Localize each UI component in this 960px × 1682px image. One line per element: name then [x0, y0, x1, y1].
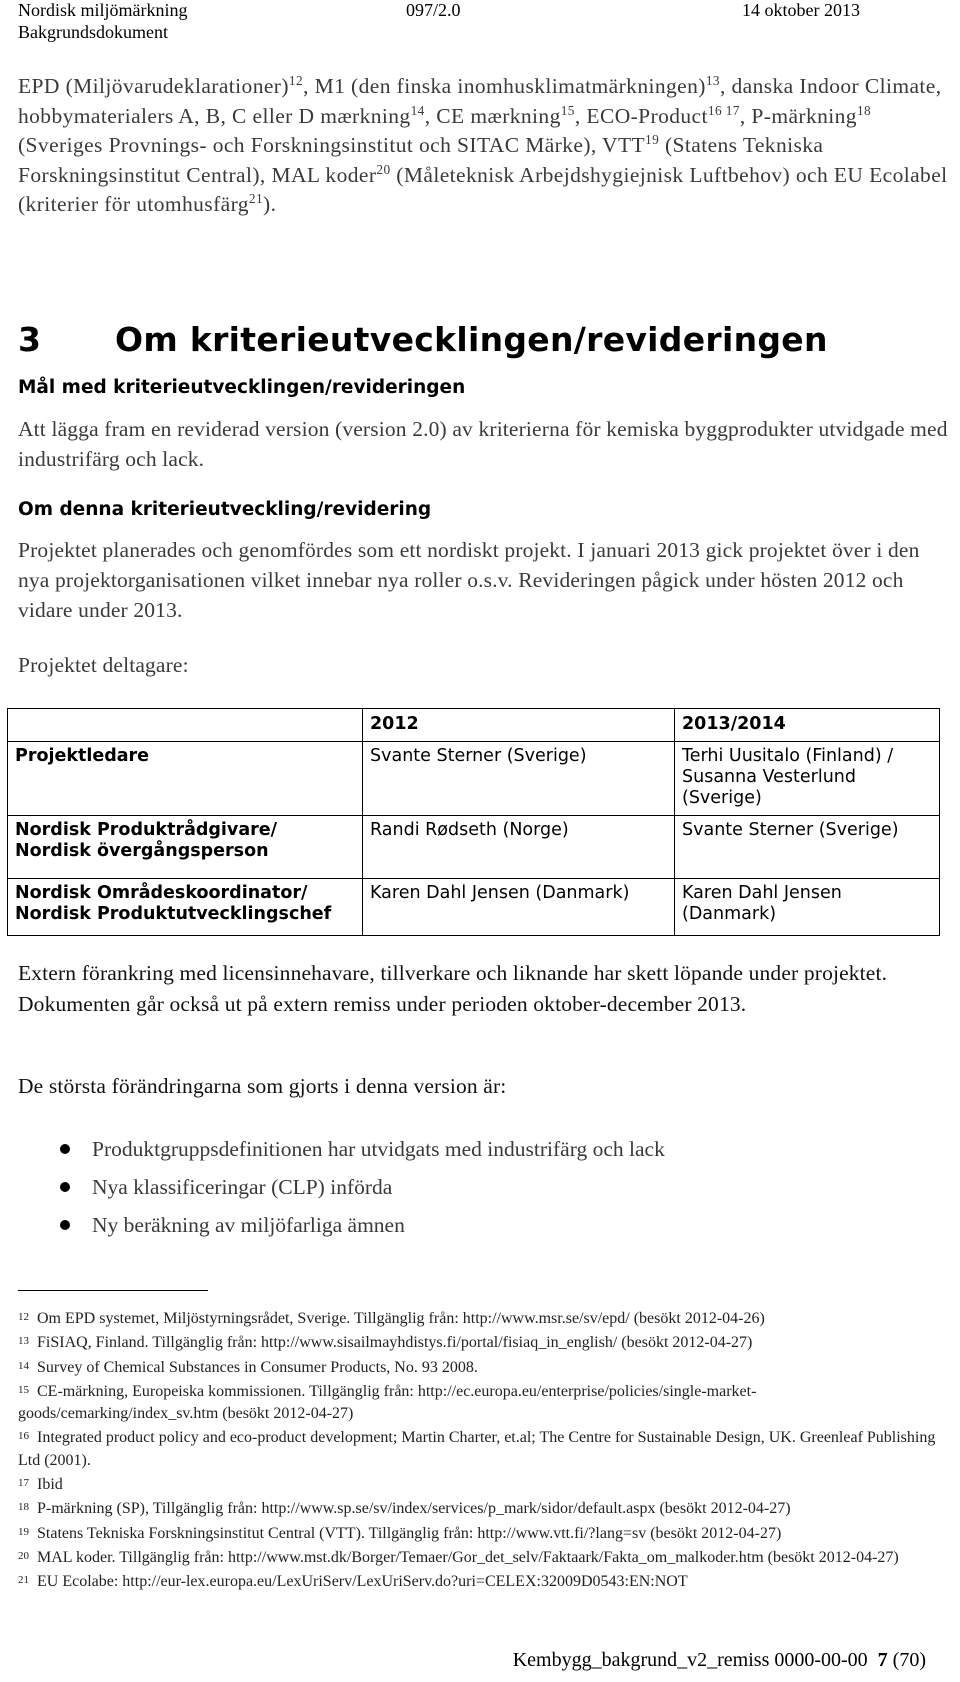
paragraph-external: Extern förankring med licensinnehavare, tillverkare och liknande har skett löpande under projektet. Dokumenten går också ut på extern remiss under perioden oktober-december 2013.	[18, 961, 888, 1016]
table-cell-role: Nordisk Produktrådgivare/ Nordisk övergångsperson	[8, 816, 363, 879]
header-version: 097/2.0	[406, 0, 461, 20]
footnote: 20 MAL koder. Tillgänglig från: http://www.mst.dk/Borger/Temaer/Gor_det_selv/Faktaark/Fakta_om_malkoder.htm (besökt 2012-04-27)	[18, 1548, 899, 1566]
bullet-icon	[60, 1144, 70, 1154]
section-heading	[18, 320, 828, 359]
footnote: 14 Survey of Chemical Substances in Consumer Products, No. 93 2008.	[18, 1358, 478, 1376]
table-cell-2012: Karen Dahl Jensen (Danmark)	[363, 879, 675, 936]
footnote: 17 Ibid	[18, 1476, 63, 1494]
header-doc-type: Bakgrundsdokument	[18, 22, 168, 42]
footnote: 21 EU Ecolabe: http://eur-lex.europa.eu/LexUriServ/LexUriServ.do?uri=CELEX:32009D0543:EN:NOT	[18, 1573, 688, 1591]
paragraph-goal: Att lägga fram en reviderad version (version 2.0) av kriterierna för kemiska byggprodukter utvidgade med industrifärg och lack.	[18, 417, 948, 471]
table-header-cell: 2013/2014	[675, 709, 940, 742]
footnote: 16 Integrated product policy and eco-product development; Martin Charter, et.al; The Centre for Sustainable Design, UK. Greenleaf Publishing Ltd (2001).	[18, 1429, 936, 1469]
table-row	[8, 879, 940, 936]
subheading-about: Om denna kriterieutveckling/revidering	[18, 499, 432, 520]
paragraph-participants: Projektet deltagare:	[18, 653, 189, 677]
bullet-icon	[60, 1220, 70, 1230]
table-cell-2013: Svante Sterner (Sverige)	[675, 816, 940, 879]
footnote: 18 P-märkning (SP), Tillgänglig från: http://www.sp.se/sv/index/services/p_mark/sidor/default.aspx (besökt 2012-04-27)	[18, 1500, 791, 1518]
footnotes	[18, 1306, 943, 1594]
list-item: Produktgruppsdefinitionen har utvidgats med industrifärg och lack	[0, 1134, 665, 1172]
footer-doc-name: Kembygg_bakgrund_v2_remiss 0000-00-00	[512, 1649, 868, 1671]
section-title: Om kriterieutvecklingen/revideringen	[115, 320, 828, 359]
footnote: 19 Statens Tekniska Forskningsinstitut Central (VTT). Tillgänglig från: http://www.vtt.fi/?lang=sv (besökt 2012-04-27)	[18, 1524, 782, 1542]
page-footer	[513, 1649, 926, 1672]
table-header-row	[8, 709, 940, 742]
table-cell-role: Projektledare	[8, 742, 363, 816]
bullet-icon	[60, 1182, 70, 1192]
table-row	[8, 742, 940, 816]
table-row	[8, 816, 940, 879]
paragraph-changes: De största förändringarna som gjorts i denna version är:	[18, 1074, 507, 1098]
list-item: Nya klassificeringar (CLP) införda	[0, 1172, 665, 1210]
changes-list	[0, 1134, 665, 1248]
footnote: 15 CE-märkning, Europeiska kommissionen. Tillgänglig från: http://ec.europa.eu/enterprise/policies/single-market-goods/cemarking/index_sv.htm (besökt 2012-04-27)	[18, 1382, 757, 1423]
table-header-cell: 2012	[363, 709, 675, 742]
table-cell-role: Nordisk Områdeskoordinator/ Nordisk Produktutvecklingschef	[8, 879, 363, 936]
header-org: Nordisk miljömärkning	[18, 0, 188, 20]
participants-table	[7, 708, 940, 936]
intro-paragraph: EPD (Miljövarudeklarationer)$^{12}$, M1 (den finska inomhusklimatmärkningen)$^{13}$, danska Indoor Climate, hobbymaterialers A, B, C eller D mærkning$^{14}$, CE mærkning$^{15}$, ECO-Product$^{16 17}$, P-märkning$^{18}$ (Sveriges Provnings- och Forskningsinstitut och SITAC Märke), VTT$^{19}$ (Statens Tekniska Forskningsinstitut Central), MAL koder$^{20}$ (Måleteknisk Arbejdshygiejnisk Luftbehov) och EU Ecolabel (kriterier för utomhusfärg$^{21}$).	[18, 72, 948, 216]
table-cell-2012: Svante Sterner (Sverige)	[363, 742, 675, 816]
table-cell-2013: Terhi Uusitalo (Finland) / Susanna Vesterlund (Sverige)	[675, 742, 940, 816]
table-cell-2012: Randi Rødseth (Norge)	[363, 816, 675, 879]
section-number: 3	[18, 320, 42, 359]
footnote-separator	[18, 1290, 208, 1291]
subheading-goal: Mål med kriterieutvecklingen/revideringen	[18, 377, 466, 398]
header-date: 14 oktober 2013	[742, 0, 860, 20]
footnote: 12 Om EPD systemet, Miljöstyrningsrådet, Sverige. Tillgänglig från: http://www.msr.se/sv/epd/ (besökt 2012-04-26)	[18, 1310, 765, 1327]
table-header-cell	[8, 709, 363, 742]
list-item: Ny beräkning av miljöfarliga ämnen	[0, 1210, 665, 1248]
footnote: 13 FiSIAQ, Finland. Tillgänglig från: http://www.sisailmayhdistys.fi/portal/fisiaq_in_english/ (besökt 2012-04-27)	[18, 1334, 753, 1352]
table-cell-2013: Karen Dahl Jensen (Danmark)	[675, 879, 940, 936]
footer-page-total: (70)	[892, 1649, 926, 1671]
footer-page-number: 7	[877, 1649, 888, 1671]
paragraph-about: Projektet planerades och genomfördes som ett nordiskt projekt. I januari 2013 gick projektet över i den nya projektorganisationen vilket innebar nya roller o.s.v. Revideringen pågick under hösten 2012 och vidare under 2013.	[18, 538, 920, 622]
